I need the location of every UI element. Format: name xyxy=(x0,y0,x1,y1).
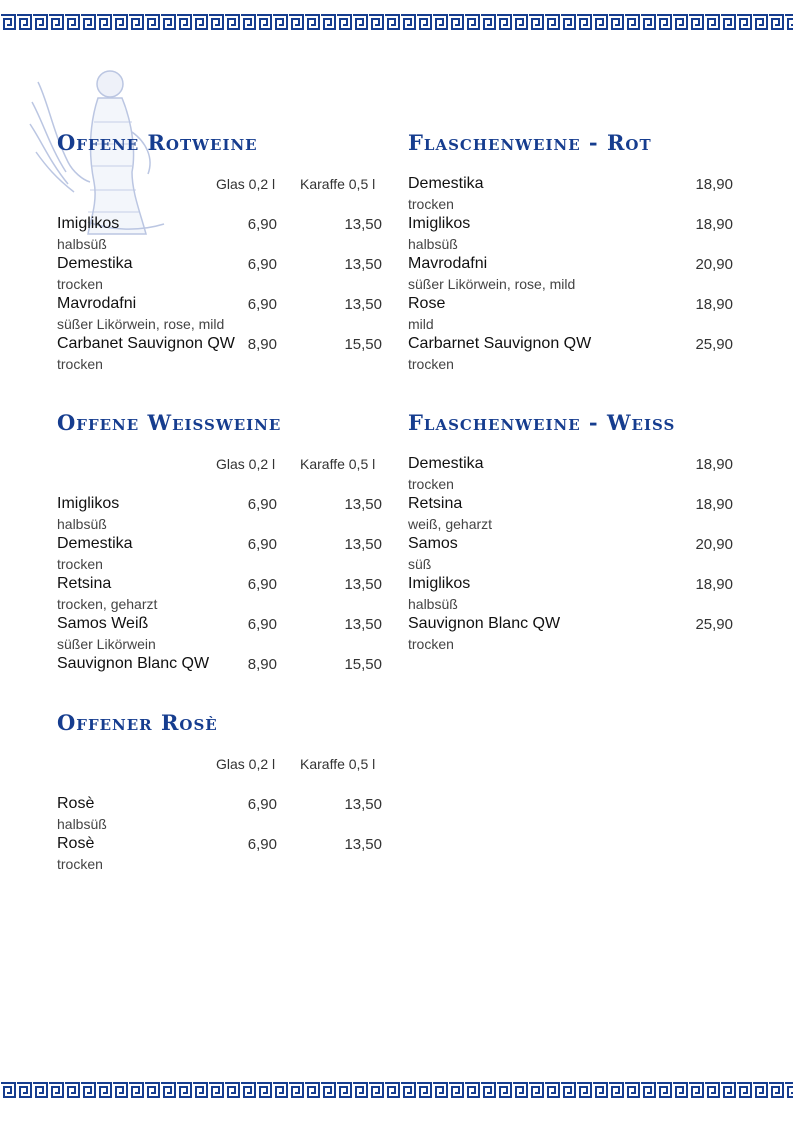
wine-name: Mavrodafni xyxy=(408,255,488,272)
column-header-glas: Glas 0,2 l xyxy=(216,756,276,772)
section-title-flaschenweine-rot: Flaschenweine - Rot xyxy=(408,130,652,155)
price-bottle: 18,90 xyxy=(695,176,733,193)
price-bottle: 18,90 xyxy=(695,216,733,233)
wine-name: Rosè xyxy=(57,795,95,812)
wine-description: süßer Likörwein, rose, mild xyxy=(408,276,576,292)
wine-description: mild xyxy=(408,316,434,332)
wine-name: Demestika xyxy=(57,535,133,552)
wine-description: weiß, geharzt xyxy=(408,516,493,532)
wine-name: Retsina xyxy=(408,495,463,512)
price-karaffe: 13,50 xyxy=(344,576,382,593)
price-bottle: 18,90 xyxy=(695,296,733,313)
price-glas: 6,90 xyxy=(247,496,277,513)
wine-row xyxy=(408,175,733,215)
wine-description: trocken xyxy=(57,356,103,372)
wine-row xyxy=(57,295,382,335)
wine-name: Mavrodafni xyxy=(57,295,137,312)
section-title-flaschenweine-weiss: Flaschenweine - Weiss xyxy=(408,410,676,435)
section-title-offene-weissweine: Offene Weissweine xyxy=(57,410,282,435)
wine-row xyxy=(57,535,382,575)
price-karaffe: 13,50 xyxy=(344,796,382,813)
wine-description: süß xyxy=(408,556,432,572)
section-title-offener-rose: Offener Rosè xyxy=(57,710,218,735)
wine-description: süßer Likörwein, rose, mild xyxy=(57,316,225,332)
price-bottle: 25,90 xyxy=(695,616,733,633)
wine-row xyxy=(57,835,382,875)
wine-name: Imiglikos xyxy=(408,575,471,592)
price-glas: 8,90 xyxy=(247,656,277,673)
price-bottle: 25,90 xyxy=(695,336,733,353)
wine-row xyxy=(408,575,733,615)
wine-row xyxy=(57,255,382,295)
price-glas: 6,90 xyxy=(247,536,277,553)
wine-description: trocken xyxy=(408,196,454,212)
wine-row xyxy=(57,335,382,375)
wine-name: Rosè xyxy=(57,835,95,852)
price-glas: 6,90 xyxy=(247,296,277,313)
wine-description: halbsüß xyxy=(57,516,107,532)
wine-description: halbsüß xyxy=(408,236,458,252)
wine-description: halbsüß xyxy=(57,236,107,252)
section-title-offene-rotweine: Offene Rotweine xyxy=(57,130,258,155)
wine-description: trocken xyxy=(57,856,103,872)
wine-name: Samos xyxy=(408,535,458,552)
wine-row xyxy=(57,215,382,255)
wine-row xyxy=(408,295,733,335)
price-karaffe: 15,50 xyxy=(344,336,382,353)
wine-description: halbsüß xyxy=(57,816,107,832)
column-header-karaffe: Karaffe 0,5 l xyxy=(300,176,376,192)
wine-name: Imiglikos xyxy=(57,495,120,512)
wine-name: Sauvignon Blanc QW xyxy=(408,615,561,632)
price-karaffe: 13,50 xyxy=(344,216,382,233)
wine-name: Carbanet Sauvignon QW xyxy=(57,335,235,352)
wine-row xyxy=(57,655,382,695)
column-header-glas: Glas 0,2 l xyxy=(216,456,276,472)
wine-name: Samos Weiß xyxy=(57,615,149,632)
price-karaffe: 13,50 xyxy=(344,256,382,273)
price-karaffe: 15,50 xyxy=(344,656,382,673)
price-karaffe: 13,50 xyxy=(344,296,382,313)
wine-name: Imiglikos xyxy=(408,215,471,232)
wine-description: trocken xyxy=(408,356,454,372)
wine-name: Demestika xyxy=(408,455,484,472)
wine-name: Demestika xyxy=(408,175,484,192)
column-header-karaffe: Karaffe 0,5 l xyxy=(300,456,376,472)
wine-row xyxy=(408,335,733,375)
price-karaffe: 13,50 xyxy=(344,496,382,513)
price-glas: 6,90 xyxy=(247,796,277,813)
wine-description: trocken xyxy=(408,476,454,492)
wine-row xyxy=(408,215,733,255)
price-bottle: 18,90 xyxy=(695,496,733,513)
price-glas: 6,90 xyxy=(247,256,277,273)
wine-row xyxy=(57,795,382,835)
wine-name: Imiglikos xyxy=(57,215,120,232)
wine-name: Retsina xyxy=(57,575,112,592)
wine-description: trocken xyxy=(57,276,103,292)
wine-row xyxy=(57,495,382,535)
wine-name: Demestika xyxy=(57,255,133,272)
price-karaffe: 13,50 xyxy=(344,536,382,553)
wine-name: Carbarnet Sauvignon QW xyxy=(408,335,592,352)
price-bottle: 20,90 xyxy=(695,256,733,273)
price-karaffe: 13,50 xyxy=(344,836,382,853)
greek-key-border-bottom xyxy=(0,1082,793,1098)
column-header-glas: Glas 0,2 l xyxy=(216,176,276,192)
wine-row xyxy=(408,495,733,535)
price-glas: 6,90 xyxy=(247,216,277,233)
wine-row xyxy=(408,535,733,575)
wine-row xyxy=(57,575,382,615)
wine-row xyxy=(57,615,382,655)
wine-row xyxy=(408,255,733,295)
price-bottle: 18,90 xyxy=(695,576,733,593)
wine-name: Sauvignon Blanc QW xyxy=(57,655,210,672)
greek-key-border-top xyxy=(0,14,793,30)
column-header-karaffe: Karaffe 0,5 l xyxy=(300,756,376,772)
wine-description: halbsüß xyxy=(408,596,458,612)
price-glas: 8,90 xyxy=(247,336,277,353)
wine-row xyxy=(408,615,733,655)
price-bottle: 18,90 xyxy=(695,456,733,473)
wine-description: trocken xyxy=(57,556,103,572)
price-bottle: 20,90 xyxy=(695,536,733,553)
price-glas: 6,90 xyxy=(247,576,277,593)
price-karaffe: 13,50 xyxy=(344,616,382,633)
price-glas: 6,90 xyxy=(247,836,277,853)
wine-description: trocken, geharzt xyxy=(57,596,158,612)
price-glas: 6,90 xyxy=(247,616,277,633)
wine-description: trocken xyxy=(408,636,454,652)
wine-row xyxy=(408,455,733,495)
wine-description: süßer Likörwein xyxy=(57,636,156,652)
wine-name: Rose xyxy=(408,295,446,312)
